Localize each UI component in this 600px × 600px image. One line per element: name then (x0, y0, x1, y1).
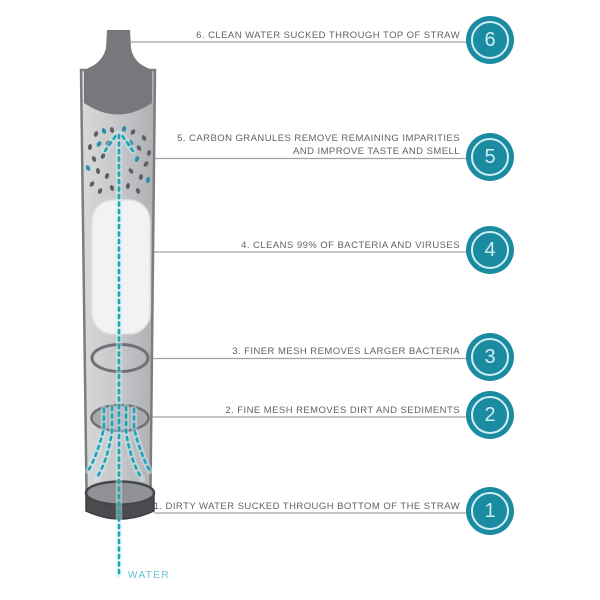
step-3-text: 3. FINER MESH REMOVES LARGER BACTERIA (232, 346, 460, 357)
leader-lines (131, 42, 470, 513)
step-5-text: 5. CARBON GRANULES REMOVE REMAINING IMPARITIES (177, 133, 460, 144)
water-label: WATER (128, 570, 170, 581)
step-6-text: 6. CLEAN WATER SUCKED THROUGH TOP OF STRAW (196, 30, 460, 41)
step-1-badge (466, 487, 514, 535)
step-5-badge (466, 133, 514, 181)
badge-number: 1 (484, 500, 496, 522)
step-4-badge (466, 226, 514, 274)
badge-number: 5 (484, 146, 496, 168)
step-6-badge (466, 16, 514, 64)
step-2-badge (466, 391, 514, 439)
step-5-label (177, 132, 460, 158)
step-4-label (241, 239, 460, 252)
step-1-text: 1. DIRTY WATER SUCKED THROUGH BOTTOM OF THE STRAW (153, 501, 460, 512)
badge-number: 3 (484, 346, 496, 368)
step-3-label (232, 345, 460, 358)
step-2-label (225, 404, 460, 417)
badge-number: 4 (484, 239, 496, 261)
step-5-text-2: AND IMPROVE TASTE AND SMELL (292, 146, 460, 157)
straw-top-cap (84, 71, 152, 115)
step-1-label (154, 500, 460, 513)
badge-number: 6 (484, 29, 496, 51)
straw-mouthpiece (84, 30, 152, 73)
step-4-text: 4. CLEANS 99% OF BACTERIA AND VIRUSES (241, 240, 460, 251)
step-2-text: 2. FINE MESH REMOVES DIRT AND SEDIMENTS (225, 405, 460, 416)
badge-number: 2 (484, 404, 496, 426)
step-3-badge (466, 333, 514, 381)
step-6-label (196, 29, 460, 42)
